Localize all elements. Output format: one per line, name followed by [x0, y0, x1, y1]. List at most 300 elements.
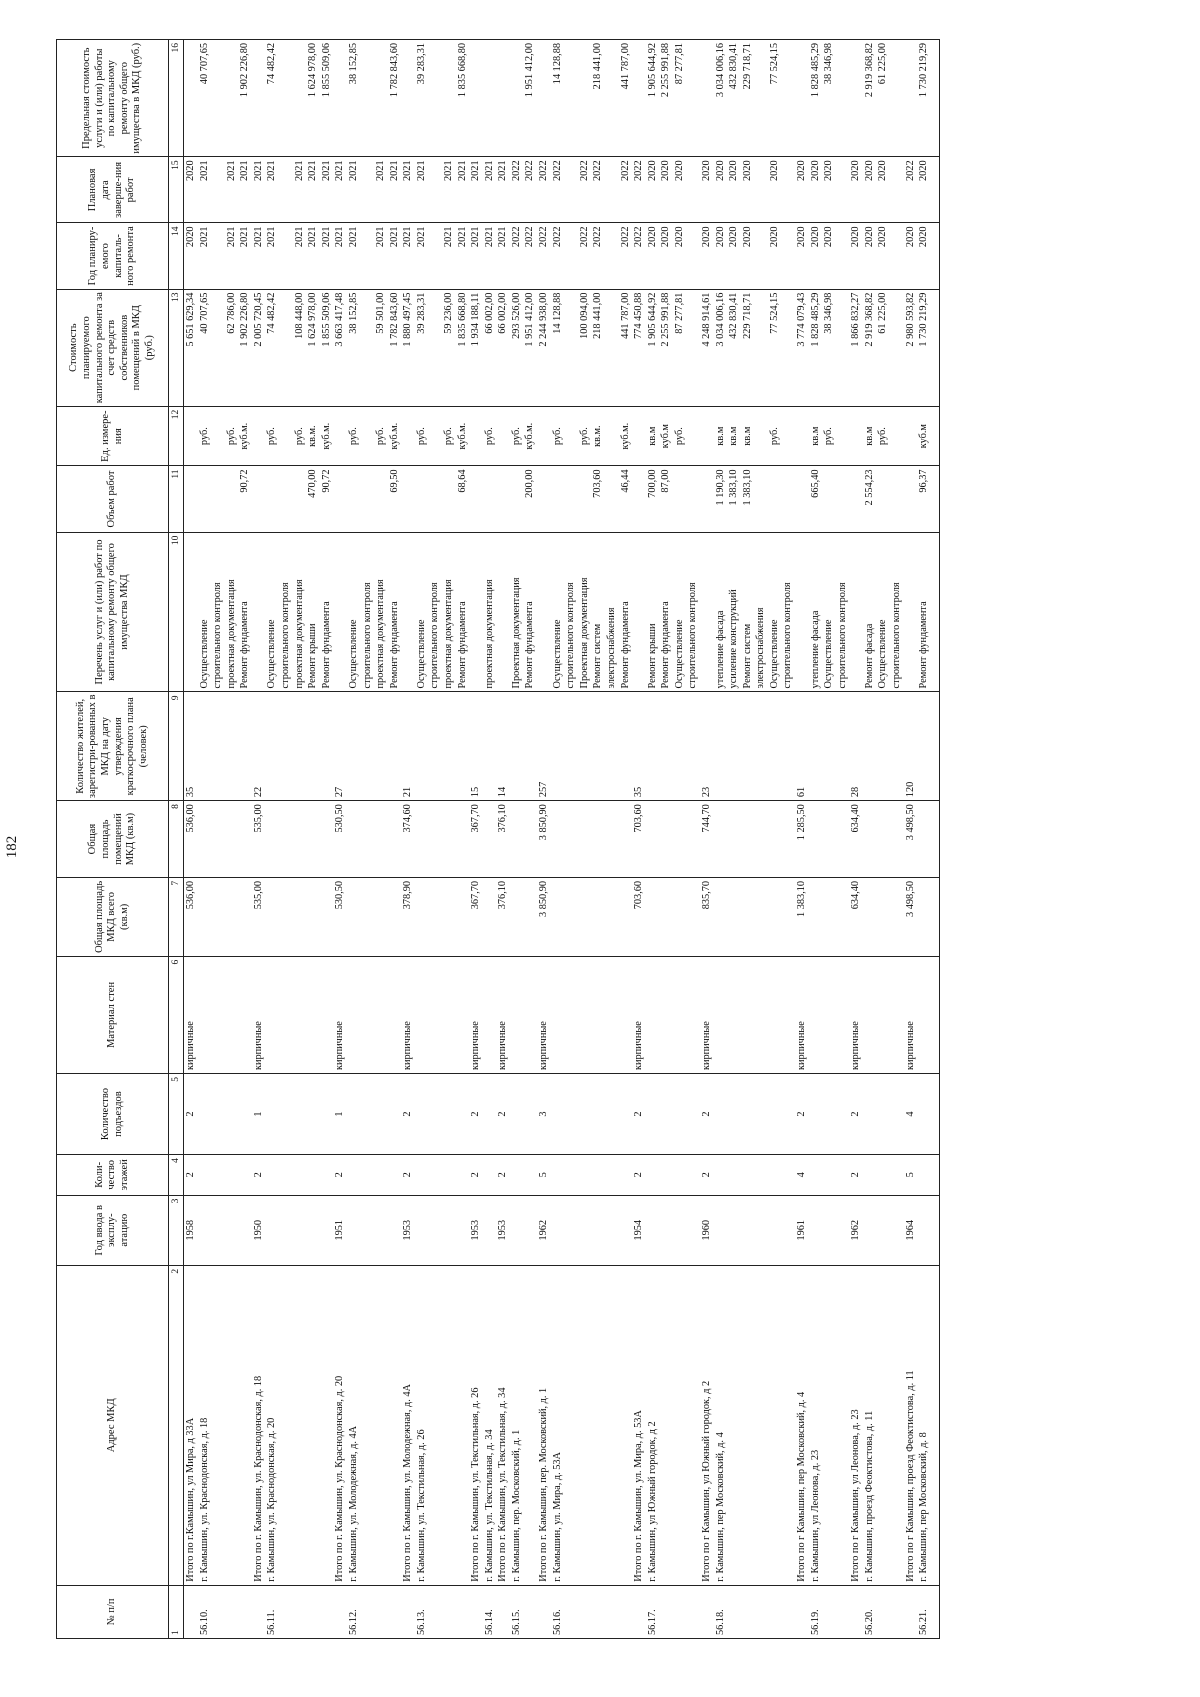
- address-cell: Итого по г. Камышин, ул. Краснодонская, д. 18: [252, 1265, 266, 1585]
- empty-cell: [931, 692, 940, 801]
- work-volume-cell: [374, 466, 388, 532]
- empty-cell: [931, 1585, 940, 1638]
- address-cell: Итого по г. Камышин, ул. Текстильная, д. 34: [496, 1265, 510, 1585]
- wall-material-cell: кирпичные: [795, 956, 809, 1073]
- address-cell: [578, 1265, 592, 1585]
- work-volume-cell: [211, 466, 225, 532]
- max-cost-cell: [225, 40, 239, 157]
- year-built-cell: 1950: [252, 1195, 266, 1265]
- total-area-cell: [279, 877, 293, 956]
- table-row: [659, 40, 673, 1639]
- work-type-cell: строительного контроля: [686, 532, 700, 692]
- max-cost-cell: 14 128,88: [551, 40, 565, 157]
- address-cell: [456, 1265, 470, 1585]
- planned-cost-cell: [361, 289, 375, 406]
- total-area-cell: 703,60: [632, 877, 646, 956]
- total-area-cell: [347, 877, 361, 956]
- planned-cost-cell: [564, 289, 578, 406]
- residents-cell: [768, 692, 782, 801]
- total-area-cell: [890, 877, 904, 956]
- empty-cell: [931, 157, 940, 223]
- year-built-cell: [198, 1195, 212, 1265]
- residents-cell: [591, 692, 605, 801]
- work-type-cell: строительного контроля: [279, 532, 293, 692]
- unit-cell: [754, 406, 768, 466]
- unit-cell: кв.м: [646, 406, 660, 466]
- work-volume-cell: [795, 466, 809, 532]
- row-number-cell: [768, 1585, 782, 1638]
- completion-date-cell: 2022: [551, 157, 565, 223]
- column-number: 12: [169, 406, 184, 466]
- unit-cell: руб.: [483, 406, 497, 466]
- year-built-cell: 1951: [333, 1195, 347, 1265]
- residents-cell: [822, 692, 836, 801]
- wall-material-cell: [809, 956, 823, 1073]
- wall-material-cell: кирпичные: [401, 956, 415, 1073]
- residents-cell: [605, 692, 619, 801]
- repair-year-cell: 2021: [456, 223, 470, 289]
- work-type-cell: Ремонт фундамента: [320, 532, 334, 692]
- work-volume-cell: 1 190,30: [714, 466, 728, 532]
- empty-cell: [931, 406, 940, 466]
- unit-cell: кв.м: [809, 406, 823, 466]
- table-row: [510, 40, 524, 1639]
- max-cost-cell: [904, 40, 918, 157]
- total-area-cell: 536,00: [184, 877, 198, 956]
- premises-area-cell: [917, 801, 931, 878]
- premises-area-cell: [646, 801, 660, 878]
- planned-cost-cell: 1 905 644,92: [646, 289, 660, 406]
- floors-cell: 2: [700, 1155, 714, 1196]
- row-number-cell: [388, 1585, 402, 1638]
- total-area-cell: [265, 877, 279, 956]
- floors-cell: 5: [537, 1155, 551, 1196]
- premises-area-cell: [768, 801, 782, 878]
- header-cell: Год планиру-емого капиталь-ного ремонта: [57, 223, 169, 289]
- completion-date-cell: 2021: [293, 157, 307, 223]
- row-number-cell: [727, 1585, 741, 1638]
- floors-cell: [442, 1155, 456, 1196]
- work-volume-cell: [700, 466, 714, 532]
- premises-area-cell: [714, 801, 728, 878]
- table-row: [211, 40, 225, 1639]
- row-number-cell: [700, 1585, 714, 1638]
- residents-cell: [673, 692, 687, 801]
- work-volume-cell: [632, 466, 646, 532]
- max-cost-cell: [836, 40, 850, 157]
- header-cell: Объем работ: [57, 466, 169, 532]
- table-row: [795, 40, 809, 1639]
- repair-year-cell: 2020: [904, 223, 918, 289]
- total-area-cell: [564, 877, 578, 956]
- planned-cost-cell: 59 236,00: [442, 289, 456, 406]
- table-row: [591, 40, 605, 1639]
- completion-date-cell: [361, 157, 375, 223]
- premises-area-cell: [483, 801, 497, 878]
- max-cost-cell: [483, 40, 497, 157]
- residents-cell: [646, 692, 660, 801]
- planned-cost-cell: 432 830,41: [727, 289, 741, 406]
- planned-cost-cell: 1 880 497,45: [401, 289, 415, 406]
- table-row: [388, 40, 402, 1639]
- total-area-cell: [211, 877, 225, 956]
- total-area-cell: [198, 877, 212, 956]
- work-volume-cell: [415, 466, 429, 532]
- total-area-cell: [768, 877, 782, 956]
- unit-cell: руб.: [347, 406, 361, 466]
- empty-cell: [931, 877, 940, 956]
- completion-date-cell: 2021: [265, 157, 279, 223]
- completion-date-cell: 2022: [591, 157, 605, 223]
- address-cell: г. Камышин, пер Московский, д. 4: [714, 1265, 728, 1585]
- floors-cell: [238, 1155, 252, 1196]
- column-number: 1: [169, 1585, 184, 1638]
- empty-cell: [931, 1155, 940, 1196]
- table-row: [686, 40, 700, 1639]
- wall-material-cell: [686, 956, 700, 1073]
- unit-cell: руб.: [822, 406, 836, 466]
- column-number: 10: [169, 532, 184, 692]
- wall-material-cell: кирпичные: [333, 956, 347, 1073]
- entrances-cell: [686, 1074, 700, 1155]
- repair-year-cell: 2020: [809, 223, 823, 289]
- repair-year-cell: 2021: [293, 223, 307, 289]
- table-row: [700, 40, 714, 1639]
- residents-cell: [279, 692, 293, 801]
- completion-date-cell: 2020: [700, 157, 714, 223]
- max-cost-cell: [632, 40, 646, 157]
- work-volume-cell: [673, 466, 687, 532]
- max-cost-cell: [890, 40, 904, 157]
- max-cost-cell: 1 828 485,29: [809, 40, 823, 157]
- entrances-cell: [741, 1074, 755, 1155]
- wall-material-cell: [265, 956, 279, 1073]
- planned-cost-cell: 1 902 226,80: [238, 289, 252, 406]
- table-row: [809, 40, 823, 1639]
- table-row: [333, 40, 347, 1639]
- floors-cell: [225, 1155, 239, 1196]
- table-row: [184, 40, 198, 1639]
- row-number-cell: [225, 1585, 239, 1638]
- residents-cell: 35: [632, 692, 646, 801]
- work-volume-cell: 69,50: [388, 466, 402, 532]
- entrances-cell: [551, 1074, 565, 1155]
- work-volume-cell: [551, 466, 565, 532]
- floors-cell: [768, 1155, 782, 1196]
- year-built-cell: 1964: [904, 1195, 918, 1265]
- wall-material-cell: кирпичные: [252, 956, 266, 1073]
- work-type-cell: [401, 532, 415, 692]
- row-number-cell: [537, 1585, 551, 1638]
- wall-material-cell: [415, 956, 429, 1073]
- year-built-cell: [265, 1195, 279, 1265]
- entrances-cell: [347, 1074, 361, 1155]
- max-cost-cell: 1 782 843,60: [388, 40, 402, 157]
- unit-cell: [795, 406, 809, 466]
- work-volume-cell: [836, 466, 850, 532]
- max-cost-cell: [578, 40, 592, 157]
- row-number-cell: [673, 1585, 687, 1638]
- repair-year-cell: 2021: [374, 223, 388, 289]
- residents-cell: [619, 692, 633, 801]
- empty-cell: [931, 801, 940, 878]
- address-cell: Итого по г. Камышин, ул. Мира, д. 53А: [632, 1265, 646, 1585]
- completion-date-cell: 2021: [469, 157, 483, 223]
- address-cell: [836, 1265, 850, 1585]
- floors-cell: [388, 1155, 402, 1196]
- wall-material-cell: [456, 956, 470, 1073]
- unit-cell: [890, 406, 904, 466]
- row-number-cell: 56.16.: [551, 1585, 565, 1638]
- planned-cost-cell: 66 002,00: [496, 289, 510, 406]
- residents-cell: [754, 692, 768, 801]
- row-number-cell: [333, 1585, 347, 1638]
- header-cell: № п/п: [57, 1585, 169, 1638]
- table-row: [714, 40, 728, 1639]
- year-built-cell: 1953: [469, 1195, 483, 1265]
- wall-material-cell: [619, 956, 633, 1073]
- planned-cost-cell: 774 450,88: [632, 289, 646, 406]
- row-number-cell: [904, 1585, 918, 1638]
- address-cell: [293, 1265, 307, 1585]
- address-cell: г. Камышин, ул. Текстильная, д. 34: [483, 1265, 497, 1585]
- repair-year-cell: 2020: [727, 223, 741, 289]
- year-built-cell: 1961: [795, 1195, 809, 1265]
- repair-year-cell: 2020: [876, 223, 890, 289]
- unit-cell: [333, 406, 347, 466]
- total-area-cell: 378,90: [401, 877, 415, 956]
- year-built-cell: [917, 1195, 931, 1265]
- completion-date-cell: 2021: [306, 157, 320, 223]
- year-built-cell: [225, 1195, 239, 1265]
- table-row: [401, 40, 415, 1639]
- floors-cell: [551, 1155, 565, 1196]
- entrances-cell: [198, 1074, 212, 1155]
- planned-cost-cell: [605, 289, 619, 406]
- premises-area-cell: [659, 801, 673, 878]
- work-volume-cell: [781, 466, 795, 532]
- planned-cost-cell: 2 005 720,45: [252, 289, 266, 406]
- repair-year-cell: 2021: [483, 223, 497, 289]
- entrances-cell: [659, 1074, 673, 1155]
- year-built-cell: [388, 1195, 402, 1265]
- column-number: 11: [169, 466, 184, 532]
- planned-cost-cell: 1 934 188,11: [469, 289, 483, 406]
- year-built-cell: [646, 1195, 660, 1265]
- address-cell: [238, 1265, 252, 1585]
- year-built-cell: 1953: [401, 1195, 415, 1265]
- completion-date-cell: 2021: [415, 157, 429, 223]
- row-number-cell: [578, 1585, 592, 1638]
- work-volume-cell: 200,00: [523, 466, 537, 532]
- premises-area-cell: [863, 801, 877, 878]
- total-area-cell: [456, 877, 470, 956]
- entrances-cell: [456, 1074, 470, 1155]
- max-cost-cell: [374, 40, 388, 157]
- row-number-cell: [659, 1585, 673, 1638]
- work-volume-cell: [265, 466, 279, 532]
- table-row: [904, 40, 918, 1639]
- work-volume-cell: 87,00: [659, 466, 673, 532]
- total-area-cell: 3 850,90: [537, 877, 551, 956]
- entrances-cell: [225, 1074, 239, 1155]
- entrances-cell: [428, 1074, 442, 1155]
- entrances-cell: [442, 1074, 456, 1155]
- premises-area-cell: [374, 801, 388, 878]
- unit-cell: [700, 406, 714, 466]
- address-cell: г. Камышин, ул Южный городок, д 2: [646, 1265, 660, 1585]
- premises-area-cell: [754, 801, 768, 878]
- entrances-cell: [917, 1074, 931, 1155]
- address-cell: [374, 1265, 388, 1585]
- completion-date-cell: 2022: [904, 157, 918, 223]
- entrances-cell: [306, 1074, 320, 1155]
- residents-cell: [551, 692, 565, 801]
- repair-year-cell: 2020: [768, 223, 782, 289]
- residents-cell: 15: [469, 692, 483, 801]
- work-type-cell: строительного контроля: [564, 532, 578, 692]
- unit-cell: руб.: [225, 406, 239, 466]
- table-row: [469, 40, 483, 1639]
- work-type-cell: строительного контроля: [211, 532, 225, 692]
- total-area-cell: 1 383,10: [795, 877, 809, 956]
- completion-date-cell: [754, 157, 768, 223]
- unit-cell: руб.: [293, 406, 307, 466]
- row-number-cell: [836, 1585, 850, 1638]
- completion-date-cell: 2020: [822, 157, 836, 223]
- row-number-cell: [564, 1585, 578, 1638]
- premises-area-cell: [428, 801, 442, 878]
- work-volume-cell: 665,40: [809, 466, 823, 532]
- year-built-cell: [809, 1195, 823, 1265]
- unit-cell: руб.: [876, 406, 890, 466]
- completion-date-cell: 2022: [619, 157, 633, 223]
- completion-date-cell: 2021: [238, 157, 252, 223]
- address-cell: [442, 1265, 456, 1585]
- row-number-cell: [605, 1585, 619, 1638]
- row-number-cell: [632, 1585, 646, 1638]
- work-type-cell: Ремонт фундамента: [659, 532, 673, 692]
- max-cost-cell: [442, 40, 456, 157]
- residents-cell: [225, 692, 239, 801]
- residents-cell: [320, 692, 334, 801]
- repair-year-cell: 2021: [306, 223, 320, 289]
- table-row: [320, 40, 334, 1639]
- wall-material-cell: [211, 956, 225, 1073]
- table-row: [741, 40, 755, 1639]
- premises-area-cell: [605, 801, 619, 878]
- premises-area-cell: [578, 801, 592, 878]
- empty-cell: [931, 289, 940, 406]
- work-volume-cell: 700,00: [646, 466, 660, 532]
- completion-date-cell: 2021: [388, 157, 402, 223]
- year-built-cell: [741, 1195, 755, 1265]
- total-area-cell: [714, 877, 728, 956]
- premises-area-cell: 376,10: [496, 801, 510, 878]
- address-cell: [428, 1265, 442, 1585]
- planned-cost-cell: 87 277,81: [673, 289, 687, 406]
- table-row: [863, 40, 877, 1639]
- premises-area-cell: [781, 801, 795, 878]
- planned-cost-cell: [836, 289, 850, 406]
- repair-year-cell: 2022: [619, 223, 633, 289]
- year-built-cell: [483, 1195, 497, 1265]
- header-cell: Плановая дата заверше-ния работ: [57, 157, 169, 223]
- table-row: [849, 40, 863, 1639]
- column-number: 14: [169, 223, 184, 289]
- planned-cost-cell: 218 441,00: [591, 289, 605, 406]
- max-cost-cell: [401, 40, 415, 157]
- floors-cell: [564, 1155, 578, 1196]
- wall-material-cell: [836, 956, 850, 1073]
- repair-year-cell: 2021: [225, 223, 239, 289]
- completion-date-cell: 2022: [510, 157, 524, 223]
- completion-date-cell: 2020: [673, 157, 687, 223]
- table-row: [428, 40, 442, 1639]
- wall-material-cell: кирпичные: [849, 956, 863, 1073]
- premises-area-cell: [265, 801, 279, 878]
- unit-cell: руб.: [768, 406, 782, 466]
- repair-year-cell: 2021: [469, 223, 483, 289]
- year-built-cell: [876, 1195, 890, 1265]
- wall-material-cell: [198, 956, 212, 1073]
- address-cell: г. Камышин, проезд Феоктистова, д. 11: [863, 1265, 877, 1585]
- floors-cell: [320, 1155, 334, 1196]
- max-cost-cell: 38 152,85: [347, 40, 361, 157]
- empty-cell: [931, 223, 940, 289]
- work-type-cell: Ремонт фундамента: [388, 532, 402, 692]
- premises-area-cell: 536,00: [184, 801, 198, 878]
- table-row: [619, 40, 633, 1639]
- empty-cell: [931, 1074, 940, 1155]
- max-cost-cell: 441 787,00: [619, 40, 633, 157]
- address-cell: [754, 1265, 768, 1585]
- table-row: [836, 40, 850, 1639]
- planned-cost-cell: [781, 289, 795, 406]
- address-cell: г. Камышин, пер. Московский, д. 1: [510, 1265, 524, 1585]
- empty-cell: [931, 956, 940, 1073]
- address-cell: [225, 1265, 239, 1585]
- row-number-cell: [252, 1585, 266, 1638]
- premises-area-cell: [456, 801, 470, 878]
- floors-cell: [428, 1155, 442, 1196]
- repair-year-cell: 2020: [822, 223, 836, 289]
- work-volume-cell: [564, 466, 578, 532]
- entrances-cell: [564, 1074, 578, 1155]
- row-number-cell: [469, 1585, 483, 1638]
- repair-year-cell: 2021: [252, 223, 266, 289]
- row-number-cell: 56.10.: [198, 1585, 212, 1638]
- premises-area-cell: 634,40: [849, 801, 863, 878]
- entrances-cell: 2: [700, 1074, 714, 1155]
- total-area-cell: [306, 877, 320, 956]
- residents-cell: [781, 692, 795, 801]
- planned-cost-cell: 1 951 412,00: [523, 289, 537, 406]
- floors-cell: [415, 1155, 429, 1196]
- header-cell: Общая площадь МКД всего (кв.м): [57, 877, 169, 956]
- row-number-cell: [320, 1585, 334, 1638]
- premises-area-cell: [510, 801, 524, 878]
- completion-date-cell: [211, 157, 225, 223]
- table-row: [238, 40, 252, 1639]
- completion-date-cell: 2020: [849, 157, 863, 223]
- work-type-cell: Осуществление: [876, 532, 890, 692]
- wall-material-cell: [863, 956, 877, 1073]
- wall-material-cell: [564, 956, 578, 1073]
- repair-year-cell: 2022: [510, 223, 524, 289]
- residents-cell: 14: [496, 692, 510, 801]
- total-area-cell: 835,70: [700, 877, 714, 956]
